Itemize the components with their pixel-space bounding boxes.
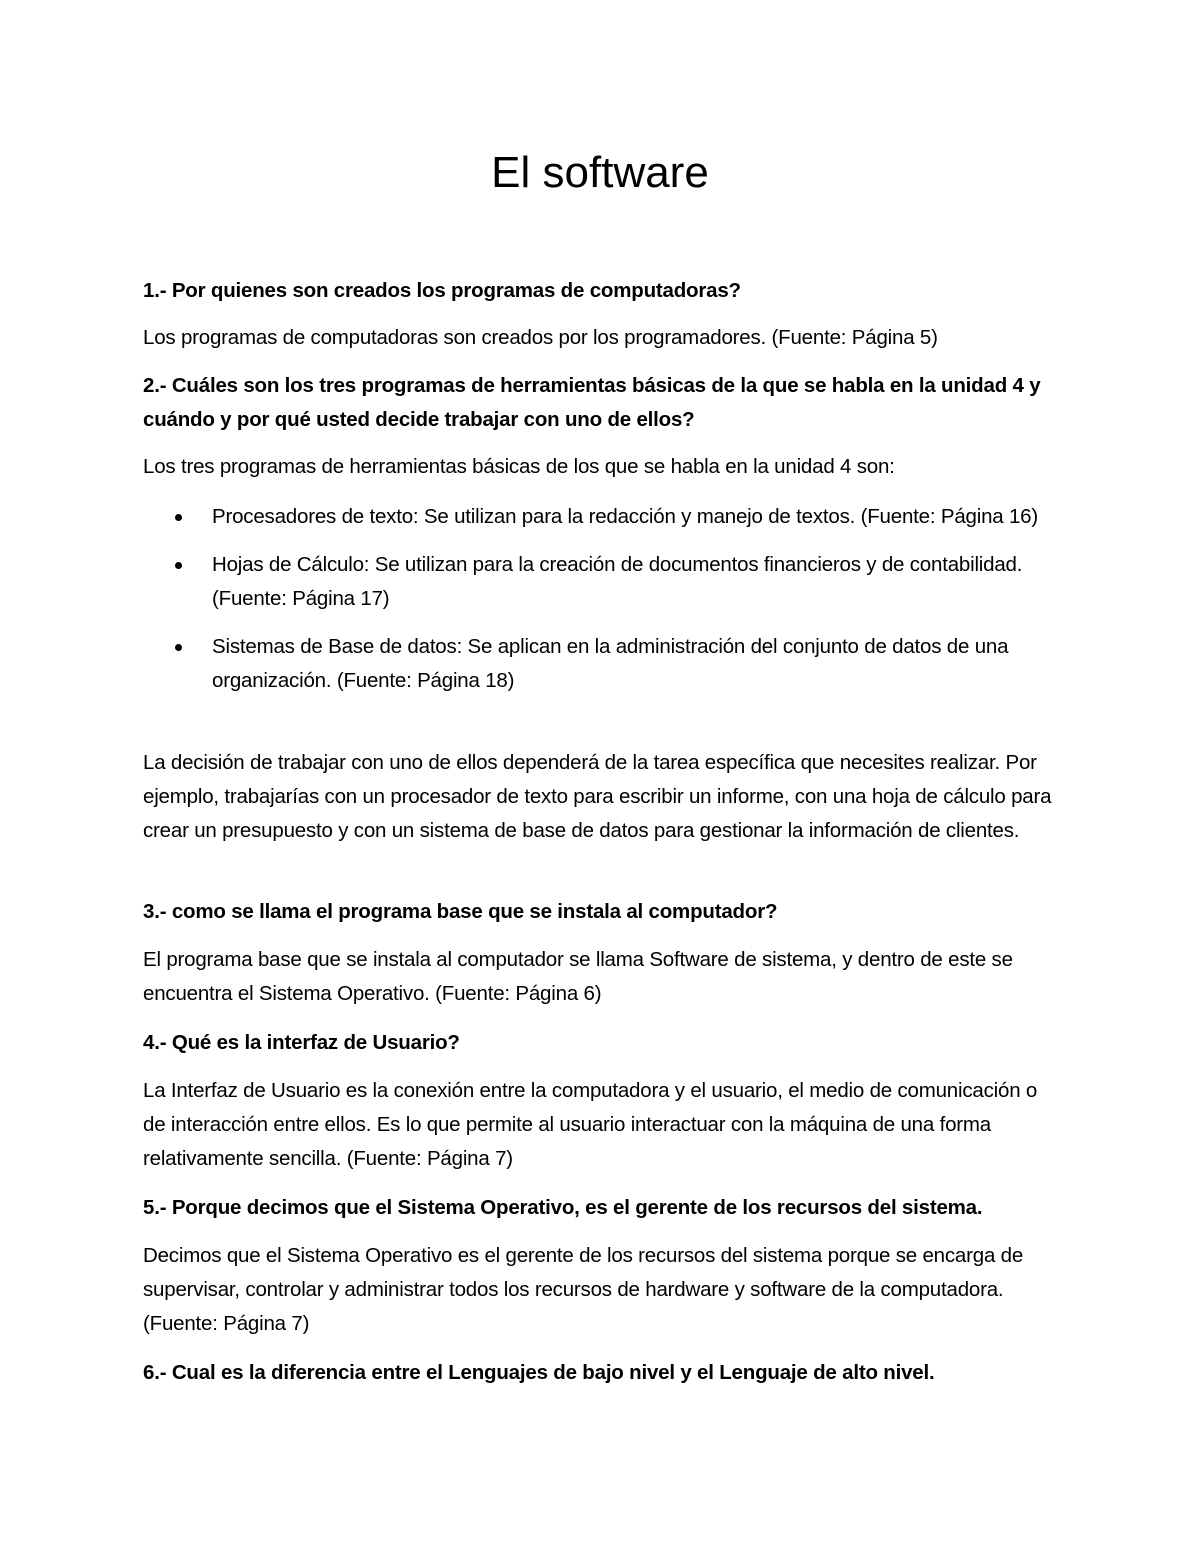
answer-5: Decimos que el Sistema Operativo es el gerente de los recursos del sistema porque se encarga de supervisar, controlar y administrar todos los recursos de hardware y software de la computadora. (Fuente: Página 7) (143, 1244, 1024, 1335)
list-item-text: Hojas de Cálculo: Se utilizan para la creación de documentos financieros y de contabilidad. (Fuente: Página 17) (212, 553, 1023, 610)
answer-2-outro: La decisión de trabajar con uno de ellos dependerá de la tarea específica que necesites realizar. Por ejemplo, trabajarías con un procesador de texto para escribir un informe, con una hoja de cálculo para crear un presupuesto y con un sistema de base de datos para gestionar la información de clientes. (143, 751, 1052, 842)
answer-1: Los programas de computadoras son creados por los programadores. (Fuente: Página 5) (143, 326, 938, 349)
question-3 (143, 895, 1058, 929)
question-4-text: Qué es la interfaz de Usuario? (166, 1031, 460, 1054)
question-1 (143, 274, 1058, 308)
question-5-text: Porque decimos que el Sistema Operativo, es el gerente de los recursos del sistema. (166, 1196, 983, 1219)
document-title: El software (491, 148, 709, 197)
question-6-number: 6.- (143, 1361, 167, 1384)
list-item (143, 500, 1058, 534)
question-1-text: Por quienes son creados los programas de computadoras? (166, 279, 741, 302)
question-4-number: 4.- (143, 1031, 167, 1054)
question-5-number: 5.- (143, 1196, 167, 1219)
list-item (143, 630, 1058, 698)
question-2 (143, 369, 1058, 437)
question-6 (143, 1356, 1058, 1390)
list-item-text: Sistemas de Base de datos: Se aplican en la administración del conjunto de datos de una organización. (Fuente: Página 18) (212, 635, 1009, 692)
question-4 (143, 1026, 1058, 1060)
bullet-icon (175, 514, 182, 521)
tools-list (143, 500, 1058, 712)
answer-3: El programa base que se instala al computador se llama Software de sistema, y dentro de este se encuentra el Sistema Operativo. (Fuente: Página 6) (143, 948, 1013, 1005)
answer-4: La Interfaz de Usuario es la conexión entre la computadora y el usuario, el medio de comunicación o de interacción entre ellos. Es lo que permite al usuario interactuar con la máquina de una forma relativamente sencilla. (Fuente: Página 7) (143, 1079, 1038, 1170)
question-6-text: Cual es la diferencia entre el Lenguajes de bajo nivel y el Lenguaje de alto nivel. (166, 1361, 935, 1384)
question-3-number: 3.- (143, 900, 167, 923)
answer-2-intro: Los tres programas de herramientas básicas de los que se habla en la unidad 4 son: (143, 455, 895, 478)
question-5 (143, 1191, 1058, 1225)
question-2-number: 2.- (143, 374, 167, 397)
list-item-text: Procesadores de texto: Se utilizan para la redacción y manejo de textos. (Fuente: Página 16) (212, 505, 1039, 528)
question-2-text: Cuáles son los tres programas de herramientas básicas de la que se habla en la unidad 4 y cuándo y por qué usted decide trabajar con uno de ellos? (143, 374, 1041, 431)
list-item (143, 548, 1058, 616)
bullet-icon (175, 562, 182, 569)
question-1-number: 1.- (143, 279, 167, 302)
bullet-icon (175, 644, 182, 651)
question-3-text: como se llama el programa base que se instala al computador? (166, 900, 778, 923)
